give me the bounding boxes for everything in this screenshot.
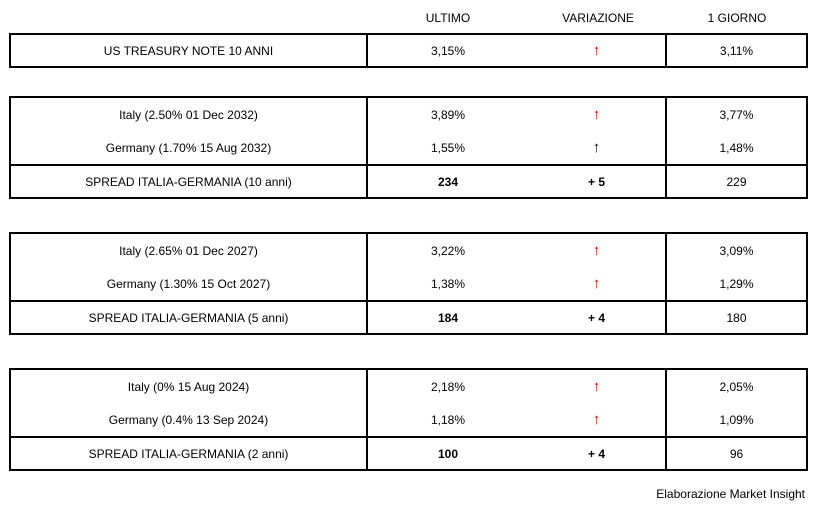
spread-variazione: + 5 bbox=[587, 174, 605, 189]
spread-1-giorno: 180 bbox=[726, 310, 747, 325]
bond-label: Italy (2.65% 01 Dec 2027) bbox=[119, 243, 258, 258]
bond-1-giorno: 3,77% bbox=[719, 107, 754, 122]
spread-label: SPREAD ITALIA-GERMANIA (5 anni) bbox=[88, 310, 289, 325]
arrow-up-icon: ↑ bbox=[592, 42, 601, 59]
arrow-up-icon: ↑ bbox=[592, 275, 601, 292]
spread-ultimo: 234 bbox=[437, 174, 459, 189]
bond-ultimo: 3,22% bbox=[430, 243, 466, 258]
header-variazione: VARIAZIONE bbox=[562, 11, 634, 25]
bond-ultimo: 2,18% bbox=[430, 379, 466, 394]
us-treasury-variazione bbox=[528, 35, 665, 66]
spread-label: SPREAD ITALIA-GERMANIA (2 anni) bbox=[88, 446, 289, 461]
bond-1-giorno: 2,05% bbox=[719, 379, 754, 394]
bond-label: Germany (0.4% 13 Sep 2024) bbox=[108, 412, 269, 427]
spread-ultimo: 184 bbox=[437, 310, 459, 325]
spread-label: SPREAD ITALIA-GERMANIA (10 anni) bbox=[85, 174, 292, 189]
bond-1-giorno: 3,09% bbox=[719, 243, 754, 258]
footer-credit: Elaborazione Market Insight bbox=[656, 487, 805, 501]
bond-1-giorno: 1,48% bbox=[719, 140, 754, 155]
spread-1-giorno: 96 bbox=[729, 446, 744, 461]
us-treasury-label: US TREASURY NOTE 10 ANNI bbox=[103, 43, 274, 58]
bond-label: Italy (2.50% 01 Dec 2032) bbox=[119, 107, 258, 122]
bond-label: Germany (1.70% 15 Aug 2032) bbox=[105, 140, 272, 155]
bond-ultimo: 1,38% bbox=[430, 276, 466, 291]
arrow-up-icon: ↑ bbox=[592, 411, 601, 428]
row-divider bbox=[366, 66, 666, 68]
bond-variazione bbox=[528, 234, 665, 267]
bond-ultimo: 3,89% bbox=[430, 107, 466, 122]
bond-variazione bbox=[528, 98, 665, 131]
bond-variazione bbox=[528, 403, 665, 436]
arrow-up-icon: ↑ bbox=[592, 139, 601, 156]
bond-variazione bbox=[528, 370, 665, 403]
arrow-up-icon: ↑ bbox=[592, 106, 601, 123]
bond-1-giorno: 1,09% bbox=[719, 412, 754, 427]
bond-variazione bbox=[528, 267, 665, 300]
header-1-giorno: 1 GIORNO bbox=[707, 11, 767, 25]
header-ultimo: ULTIMO bbox=[425, 11, 471, 25]
bond-ultimo: 1,18% bbox=[430, 412, 466, 427]
bond-label: Germany (1.30% 15 Oct 2027) bbox=[106, 276, 271, 291]
spread-variazione: + 4 bbox=[587, 446, 605, 461]
spread-1-giorno: 229 bbox=[726, 174, 747, 189]
spread-variazione: + 4 bbox=[587, 310, 605, 325]
bond-variazione bbox=[528, 131, 665, 164]
arrow-up-icon: ↑ bbox=[592, 242, 601, 259]
us-treasury-ultimo: 3,15% bbox=[430, 43, 466, 58]
bond-ultimo: 1,55% bbox=[430, 140, 466, 155]
spread-ultimo: 100 bbox=[437, 446, 459, 461]
arrow-up-icon: ↑ bbox=[592, 378, 601, 395]
bond-1-giorno: 1,29% bbox=[719, 276, 754, 291]
us-treasury-1-giorno: 3,11% bbox=[719, 43, 754, 58]
bond-label: Italy (0% 15 Aug 2024) bbox=[127, 379, 250, 394]
